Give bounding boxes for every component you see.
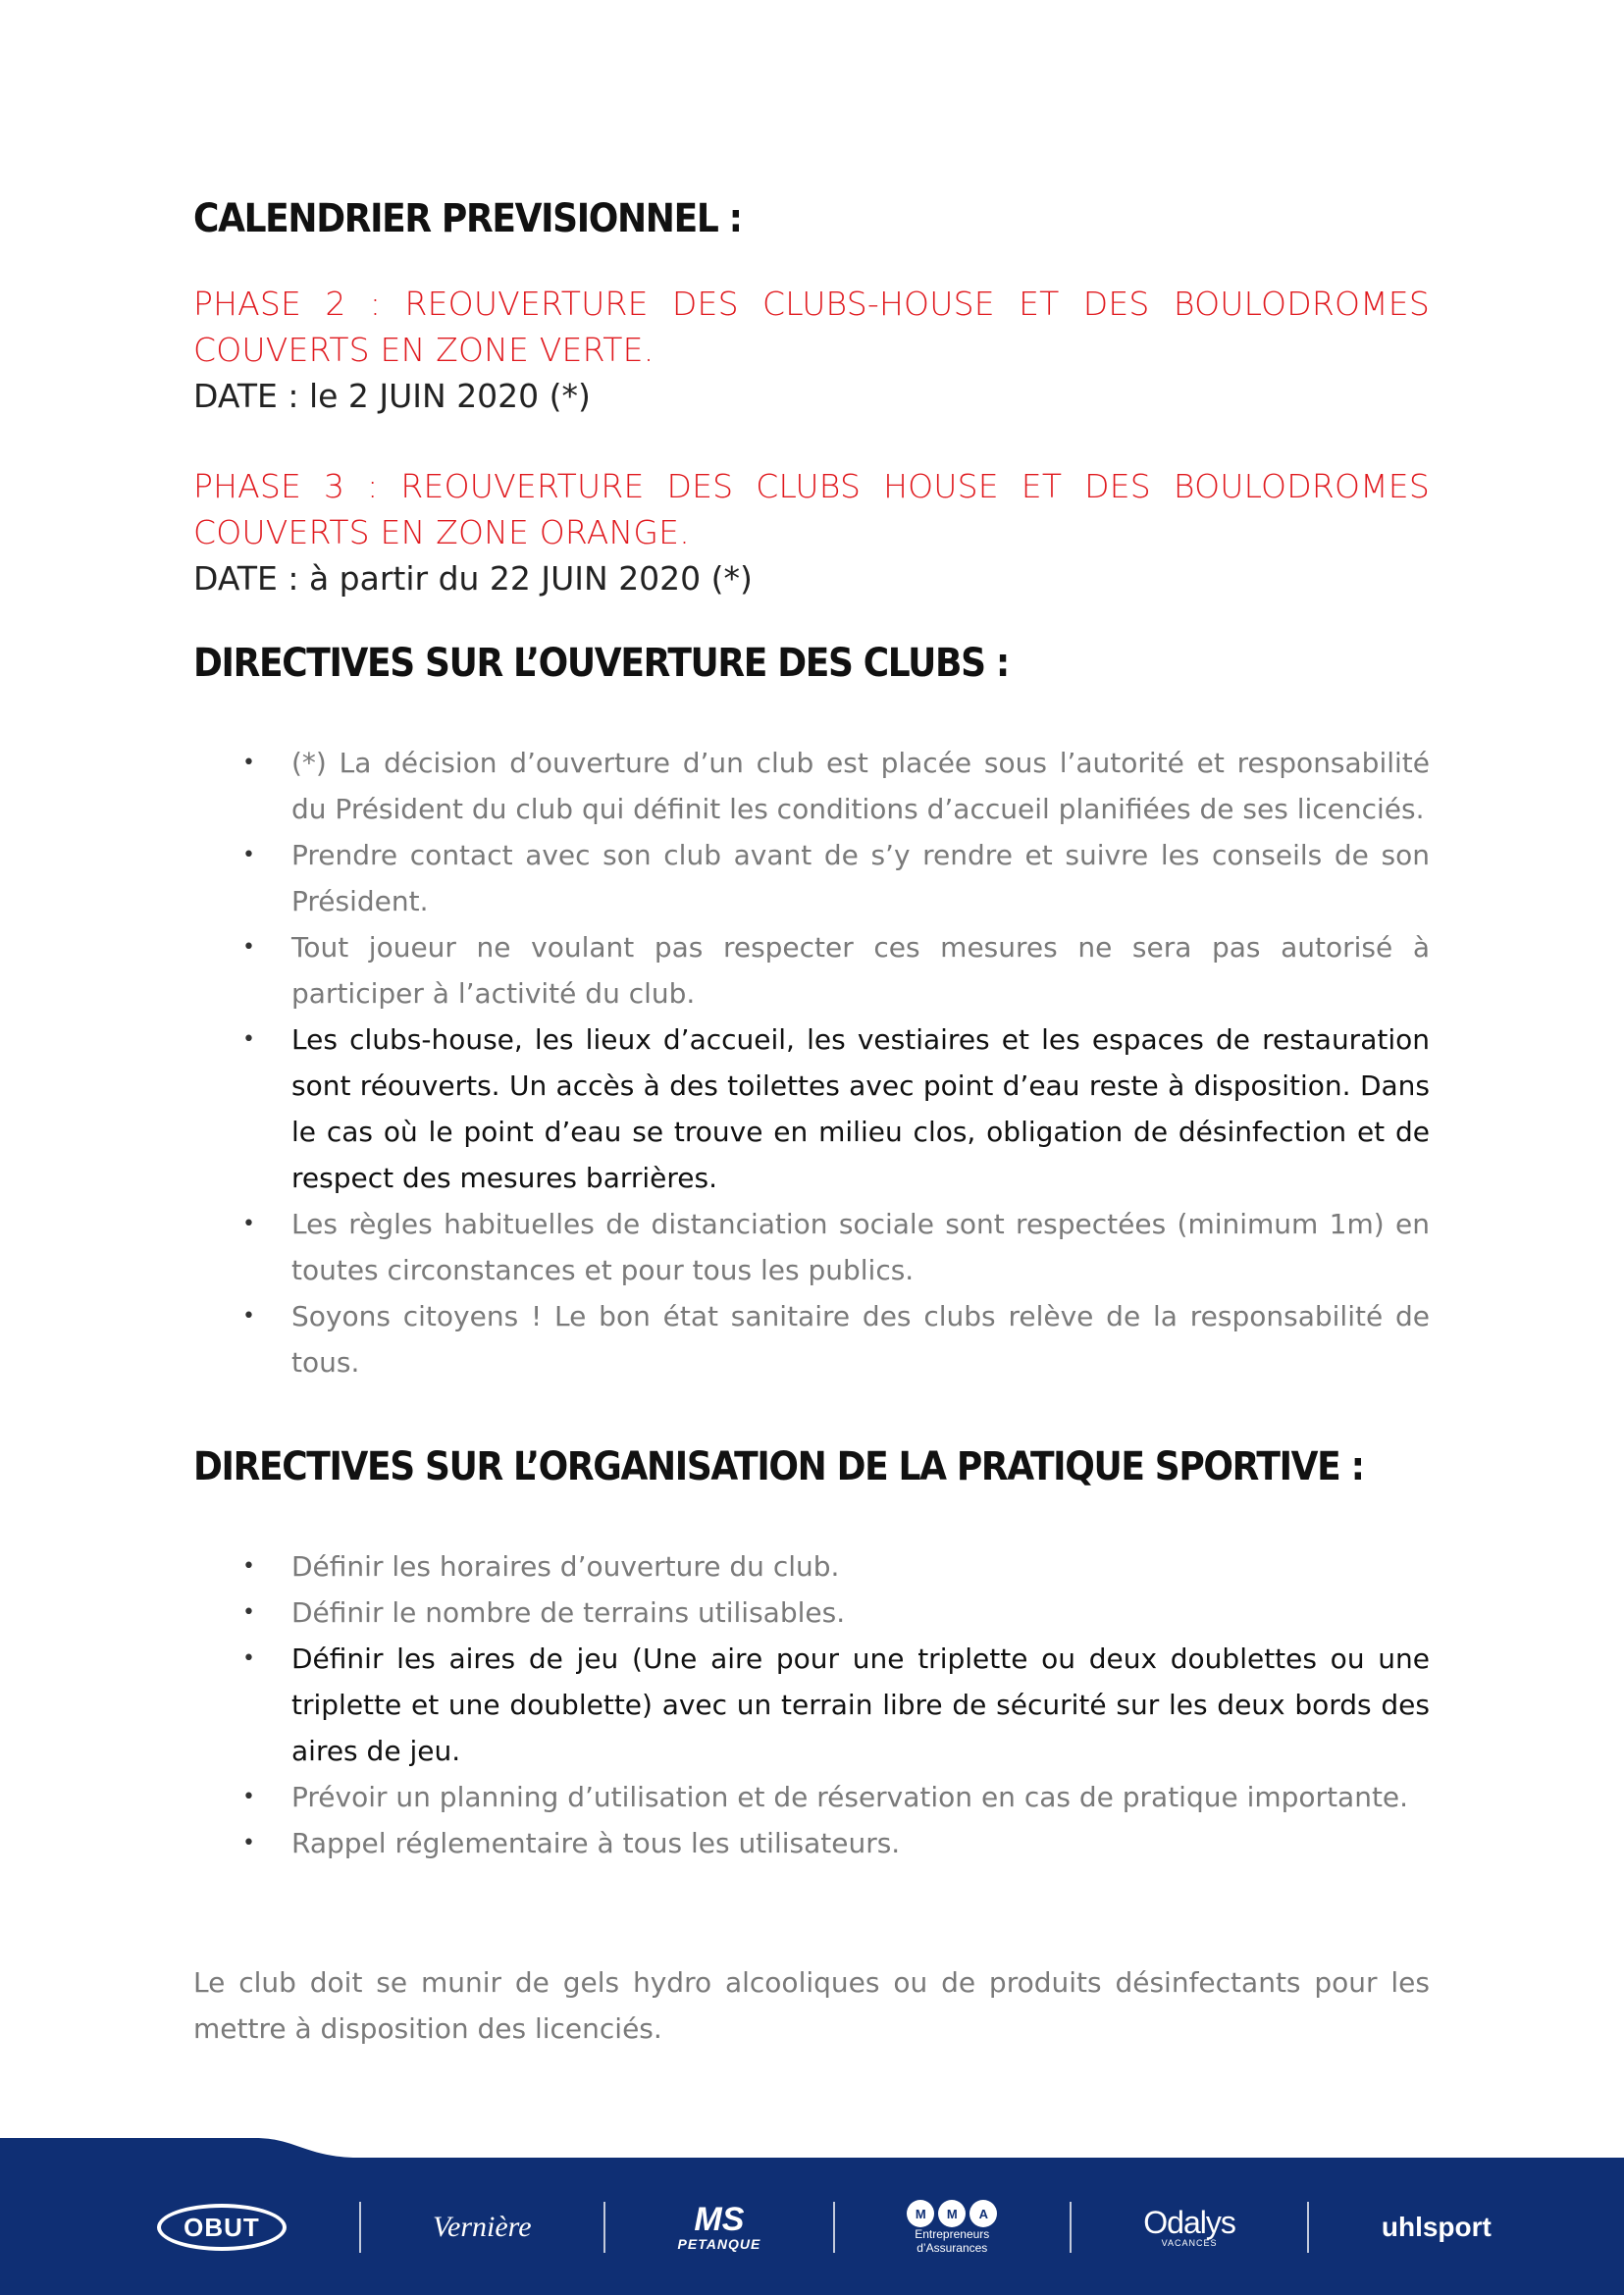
opening-list — [193, 740, 1430, 1385]
list-item — [193, 1543, 1430, 1590]
verniere-logo: Vernière — [433, 2211, 532, 2243]
list-item-text: Prévoir un planning d’utilisation et de réservation en cas de pratique importante. — [291, 1781, 1409, 1813]
list-item — [193, 1293, 1430, 1385]
bullet-icon: • — [242, 935, 255, 960]
separator — [833, 2202, 835, 2253]
odalys-logo — [1143, 2207, 1235, 2248]
list-item-text: Définir les horaires d’ouverture du club. — [291, 1550, 840, 1583]
list-item — [193, 1017, 1430, 1201]
page-content — [193, 196, 1430, 2052]
list-item-text: Définir les aires de jeu (Une aire pour une triplette ou deux doublettes ou une triplette et une doublette) avec un terrain libre de sécurité sur les deux bords des aires de jeu. — [291, 1643, 1430, 1767]
list-item — [193, 1774, 1430, 1820]
ms-text: PETANQUE — [677, 2236, 761, 2252]
list-item — [193, 1201, 1430, 1293]
phase-2-block — [193, 281, 1430, 419]
list-item-text: Soyons citoyens ! Le bon état sanitaire des clubs relève de la responsabilité de tous. — [291, 1300, 1430, 1379]
bullet-icon: • — [242, 1027, 255, 1052]
list-item-text: Les règles habituelles de distanciation sociale sont respectées (minimum 1m) en toutes circonstances et pour tous les publics. — [291, 1208, 1430, 1286]
bullet-icon: • — [242, 843, 255, 867]
mma-circles — [907, 2200, 997, 2227]
bullet-icon: • — [242, 1831, 255, 1855]
mma-letter: A — [969, 2200, 997, 2227]
list-item-text: Définir le nombre de terrains utilisables. — [291, 1596, 846, 1629]
phase-3-block — [193, 463, 1430, 601]
list-item-text: Tout joueur ne voulant pas respecter ces mesures ne sera pas autorisé à participer à l’activité du club. — [291, 931, 1430, 1010]
bullet-icon: • — [242, 1212, 255, 1236]
odalys-sub: VACANCES — [1161, 2238, 1218, 2248]
odalys-name: Odalys — [1143, 2205, 1235, 2240]
mma-letter: M — [938, 2200, 966, 2227]
list-item — [193, 740, 1430, 832]
sponsor-footer — [0, 2134, 1624, 2295]
separator — [359, 2202, 361, 2253]
bullet-icon: • — [242, 1554, 255, 1579]
bullet-icon: • — [242, 1304, 255, 1329]
ms-mark: MS — [694, 2201, 745, 2238]
sponsor-logos — [157, 2188, 1492, 2267]
organisation-list — [193, 1543, 1430, 1866]
bullet-icon: • — [242, 751, 255, 775]
separator — [1307, 2202, 1309, 2253]
closing-paragraph: Le club doit se munir de gels hydro alcooliques ou de produits désinfectants pour les mettre à disposition des licenciés. — [193, 1966, 1430, 2045]
list-item — [193, 1636, 1430, 1774]
ms-petanque-logo — [678, 2203, 761, 2252]
list-item-text: Les clubs-house, les lieux d’accueil, les vestiaires et les espaces de restauration sont réouverts. Un accès à des toilettes avec point d’eau reste à disposition. Dans le cas où le point d’eau se trouve en milieu clos, obligation de désinfection et de respect des mesures barrières. — [291, 1023, 1430, 1194]
obut-logo-text: OBUT — [157, 2204, 287, 2251]
calendar-title: CALENDRIER PREVISIONNEL : — [193, 196, 742, 241]
mma-line-1: Entrepreneurs — [915, 2227, 990, 2241]
list-item — [193, 832, 1430, 924]
opening-title: DIRECTIVES SUR L’OUVERTURE DES CLUBS : — [193, 641, 1009, 686]
list-item-text: Rappel réglementaire à tous les utilisateurs. — [291, 1827, 901, 1859]
phase-2-date: DATE : le 2 JUIN 2020 (*) — [193, 377, 591, 415]
obut-logo — [157, 2204, 287, 2251]
bullet-icon: • — [242, 1646, 255, 1671]
organisation-title: DIRECTIVES SUR L’ORGANISATION DE LA PRATIQUE SPORTIVE : — [193, 1444, 1364, 1489]
list-item — [193, 924, 1430, 1017]
list-item — [193, 1820, 1430, 1866]
bullet-icon: • — [242, 1600, 255, 1625]
list-item-text: Prendre contact avec son club avant de s’y rendre et suivre les conseils de son Président. — [291, 839, 1430, 917]
mma-letter: M — [907, 2200, 934, 2227]
mma-line-2: d’Assurances — [917, 2241, 988, 2255]
phase-3-title: PHASE 3 : REOUVERTURE DES CLUBS HOUSE ET DES BOULODROMES COUVERTS EN ZONE ORANGE. — [193, 467, 1430, 551]
bullet-icon: • — [242, 1785, 255, 1809]
mma-logo — [907, 2200, 997, 2255]
separator — [1070, 2202, 1072, 2253]
phase-2-title: PHASE 2 : REOUVERTURE DES CLUBS-HOUSE ET DES BOULODROMES COUVERTS EN ZONE VERTE. — [193, 285, 1430, 369]
phase-3-date: DATE : à partir du 22 JUIN 2020 (*) — [193, 559, 753, 598]
list-item — [193, 1590, 1430, 1636]
uhlsport-logo: uhlsport — [1381, 2212, 1492, 2242]
list-item-text: (*) La décision d’ouverture d’un club est placée sous l’autorité et responsabilité du Président du club qui définit les conditions d’accueil planifiées de ses licenciés. — [291, 747, 1430, 825]
separator — [603, 2202, 605, 2253]
